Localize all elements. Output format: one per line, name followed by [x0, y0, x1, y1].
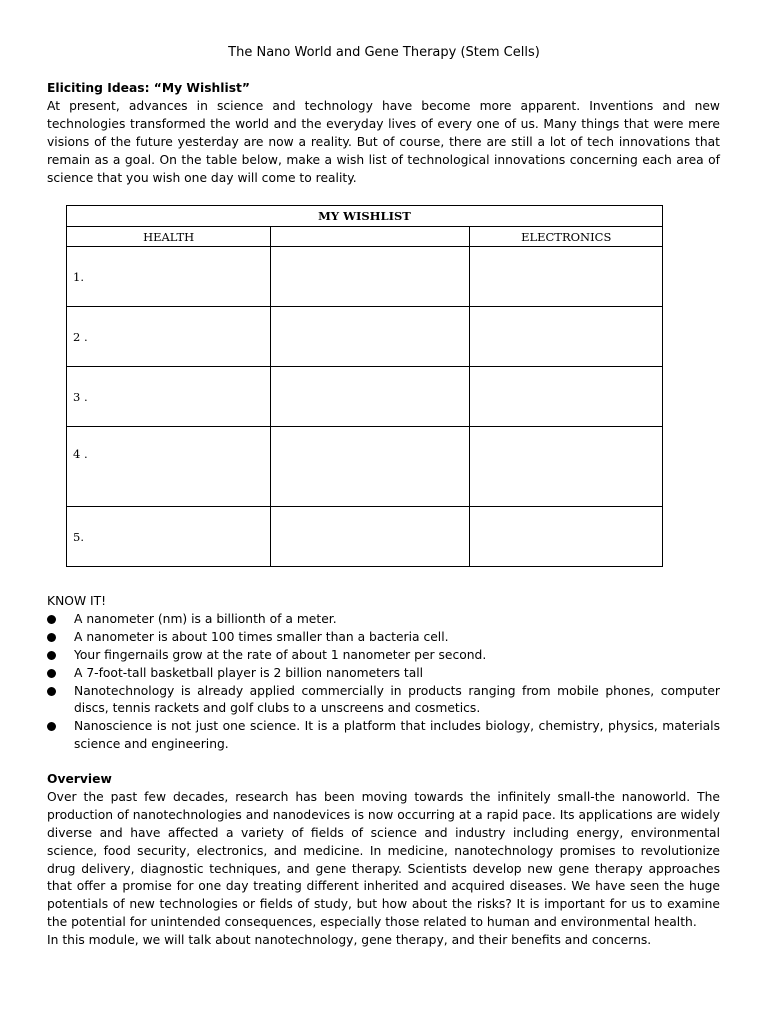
- list-item: [47, 647, 720, 665]
- row-number: 3 .: [67, 367, 271, 427]
- row-number: 5.: [67, 507, 271, 567]
- list-item: [47, 611, 720, 629]
- overview-section: [47, 771, 720, 950]
- wish-cell[interactable]: [271, 367, 470, 427]
- bullet-icon: [47, 615, 56, 624]
- table-row: [67, 427, 663, 507]
- fact-text: A 7-foot-tall basketball player is 2 billion nanometers tall: [74, 665, 424, 680]
- table-row: [67, 247, 663, 307]
- wish-cell[interactable]: [470, 247, 663, 307]
- wish-cell[interactable]: [470, 367, 663, 427]
- overview-paragraph: Over the past few decades, research has been moving towards the infinitely small-the nanoworld. The production of nanotechnologies and nanodevices is now occurring at a rapid pace. Its applications are widely diverse and have affected a variety of fields of science and industry including energy, environmental science, food security, electronics, and medicine. In medicine, nanotechnology promises to revolutionize drug delivery, diagnostic techniques, and gene therapy. Scientists develop new gene therapy approaches that offer a promise for one day treating different inherited and acquired diseases. We have seen the huge potentials of new technologies or fields of study, but how about the risks? It is important for us to examine the potential for unintended consequences, especially those related to human and environmental health.: [47, 789, 720, 930]
- document-title: The Nano World and Gene Therapy (Stem Cells): [228, 45, 540, 60]
- wish-cell[interactable]: [470, 507, 663, 567]
- bullet-icon: [47, 687, 56, 696]
- bullet-icon: [47, 669, 56, 678]
- eliciting-ideas-heading: Eliciting Ideas: “My Wishlist”: [47, 81, 250, 95]
- list-item: [47, 718, 720, 754]
- list-item: [47, 683, 720, 719]
- wish-cell[interactable]: [271, 247, 470, 307]
- fact-text: Nanotechnology is already applied commercially in products ranging from mobile phones, computer discs, tennis rackets and golf clubs to a unscreens and cosmetics.: [74, 683, 720, 716]
- eliciting-ideas-section: [47, 80, 720, 187]
- row-number: 1.: [67, 247, 271, 307]
- column-header-middle: [271, 227, 470, 247]
- wishlist-caption: MY WISHLIST: [67, 206, 663, 227]
- eliciting-ideas-paragraph: At present, advances in science and technology have become more apparent. Inventions and new technologies transformed the world and the everyday lives of every one of us. Many things that were mere visions of the future yesterday are now a reality. But of course, there are still a lot of tech innovations that remain as a goal. On the table below, make a wish list of technological innovations concerning each area of science that you wish one day will come to reality.: [47, 98, 720, 185]
- overview-closing: In this module, we will talk about nanotechnology, gene therapy, and their benefits and concerns.: [47, 933, 652, 948]
- table-row: [67, 367, 663, 427]
- fact-text: Nanoscience is not just one science. It is a platform that includes biology, chemistry, physics, materials science and engineering.: [74, 719, 720, 752]
- wish-cell[interactable]: [271, 307, 470, 367]
- facts-list: [47, 611, 720, 754]
- fact-text: A nanometer (nm) is a billionth of a meter.: [74, 611, 337, 626]
- bullet-icon: [47, 722, 56, 731]
- wish-cell[interactable]: [470, 307, 663, 367]
- wishlist-table: [66, 205, 663, 567]
- fact-text: Your fingernails grow at the rate of about 1 nanometer per second.: [74, 647, 487, 662]
- column-header-health: HEALTH: [67, 227, 271, 247]
- bullet-icon: [47, 651, 56, 660]
- overview-heading: Overview: [47, 772, 112, 786]
- list-item: [47, 665, 720, 683]
- know-it-section: [47, 593, 720, 754]
- list-item: [47, 629, 720, 647]
- bullet-icon: [47, 633, 56, 642]
- know-it-heading: KNOW IT!: [47, 594, 107, 608]
- row-number: 2 .: [67, 307, 271, 367]
- table-row: [67, 507, 663, 567]
- row-number: 4 .: [67, 427, 271, 507]
- fact-text: A nanometer is about 100 times smaller than a bacteria cell.: [74, 629, 449, 644]
- column-header-electronics: ELECTRONICS: [470, 227, 663, 247]
- table-row: [67, 307, 663, 367]
- wish-cell[interactable]: [470, 427, 663, 507]
- wish-cell[interactable]: [271, 507, 470, 567]
- wish-cell[interactable]: [271, 427, 470, 507]
